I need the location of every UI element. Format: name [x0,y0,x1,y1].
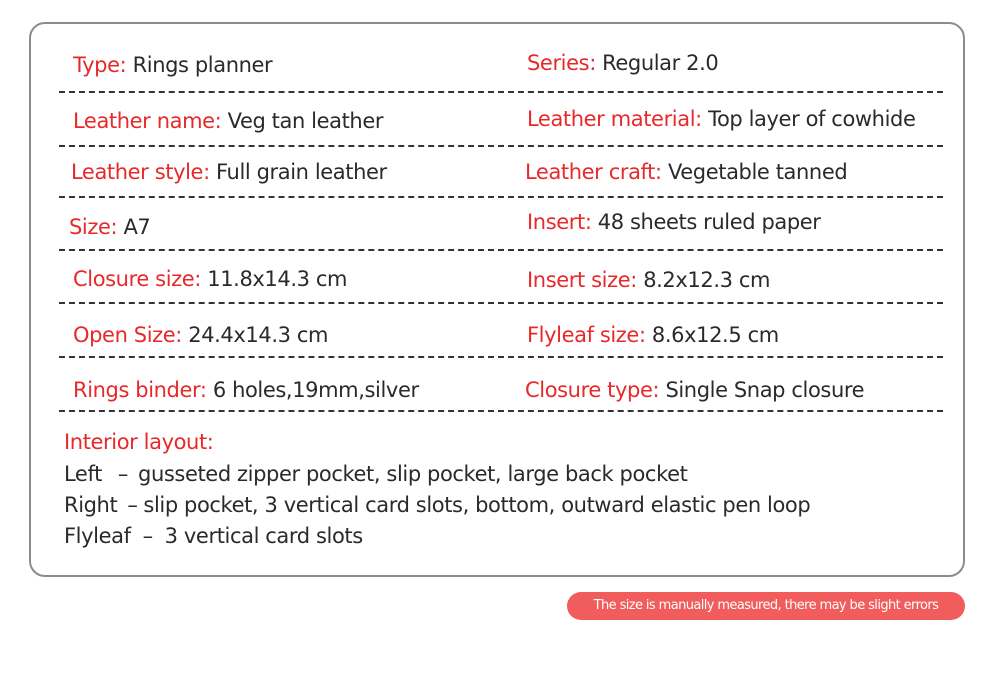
dash-separator: – [142,524,153,548]
spec-left-type: Type: Rings planner [73,53,273,77]
interior-line-left: Left – gusseted zipper pocket, slip pocket, large back pocket [64,462,688,486]
spec-left-rings-binder: Rings binder: 6 holes,19mm,silver [73,378,419,402]
spec-right-insert-size: Insert size: 8.2x12.3 cm [527,268,771,292]
measurement-note-badge: The size is manually measured, there may be slight errors [567,592,965,620]
spec-right-closure-type: Closure type: Single Snap closure [525,378,865,402]
spec-card [29,22,965,577]
interior-layout-title: Interior layout: [64,430,214,454]
row-divider [59,302,943,304]
row-divider [59,356,943,358]
spec-right-leather-craft: Leather craft: Vegetable tanned [525,160,848,184]
spec-left-open-size: Open Size: 24.4x14.3 cm [73,323,329,347]
spec-left-size: Size: A7 [69,215,151,239]
interior-line-right: Right – slip pocket, 3 vertical card slots, bottom, outward elastic pen loop [64,493,811,517]
row-divider [59,410,943,412]
spec-right-insert: Insert: 48 sheets ruled paper [527,210,821,234]
row-divider [59,145,943,147]
dash-separator: – [117,462,129,486]
row-divider [59,196,943,198]
dash-separator: – [127,493,138,517]
spec-left-closure-size: Closure size: 11.8x14.3 cm [73,267,348,291]
row-divider [59,91,943,93]
spec-right-series: Series: Regular 2.0 [527,51,719,75]
spec-left-leather-name: Leather name: Veg tan leather [73,109,384,133]
row-divider [59,249,943,251]
spec-right-leather-material: Leather material: Top layer of cowhide [527,107,916,131]
spec-left-leather-style: Leather style: Full grain leather [71,160,387,184]
interior-line-flyleaf: Flyleaf – 3 vertical card slots [64,524,363,548]
spec-right-flyleaf-size: Flyleaf size: 8.6x12.5 cm [527,323,779,347]
